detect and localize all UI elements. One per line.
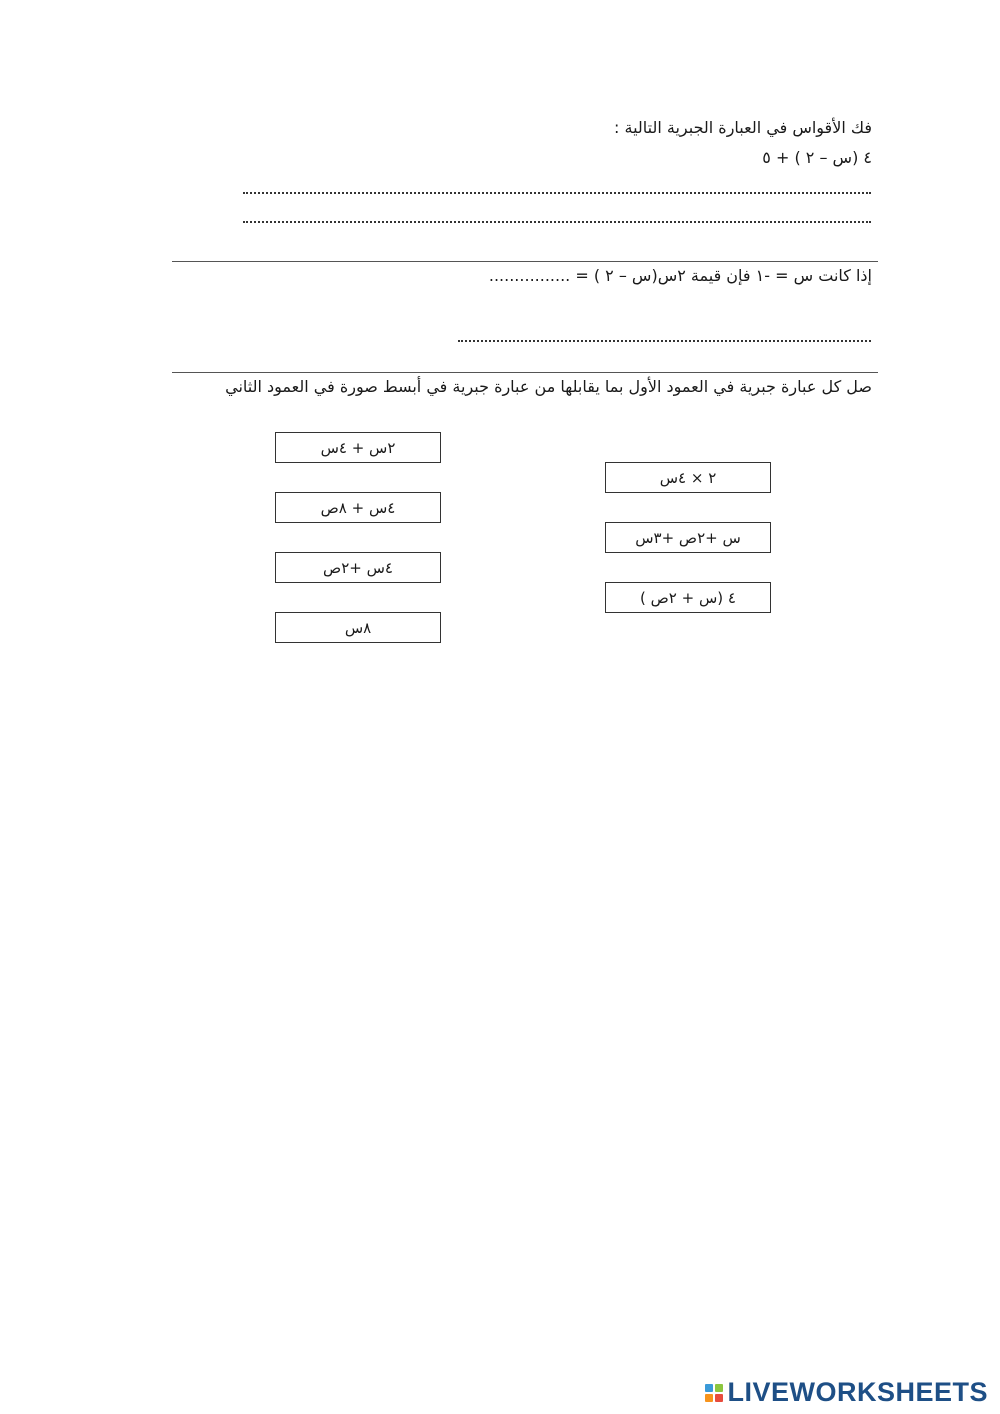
match-box-a[interactable]: ٤ (س + ٢ص ) bbox=[605, 582, 771, 613]
logo-square bbox=[705, 1394, 713, 1402]
question1-expression: ٤ (س – ٢ ) + ٥ bbox=[762, 148, 872, 167]
section-divider bbox=[172, 261, 878, 262]
question3-instruction: صل كل عبارة جبرية في العمود الأول بما يقابلها من عبارة جبرية في أبسط صورة في العمود الثاني bbox=[225, 377, 872, 396]
logo-square bbox=[715, 1394, 723, 1402]
answer-line[interactable] bbox=[458, 340, 871, 342]
section-divider bbox=[172, 372, 878, 373]
logo-text: LIVEWORKSHEETS bbox=[727, 1377, 988, 1407]
answer-line[interactable] bbox=[243, 221, 871, 223]
match-box-b[interactable]: ٤س + ٨ص bbox=[275, 492, 441, 523]
logo-square bbox=[715, 1384, 723, 1392]
match-box-a[interactable]: ٢ × ٤س bbox=[605, 462, 771, 493]
match-box-b[interactable]: ٢س + ٤س bbox=[275, 432, 441, 463]
question2-text: إذا كانت س = -١ فإن قيمة ٢س(س – ٢ ) = ................ bbox=[488, 266, 872, 285]
answer-line[interactable] bbox=[243, 192, 871, 194]
question1-title: فك الأقواس في العبارة الجبرية التالية : bbox=[614, 118, 872, 137]
match-box-b[interactable]: ٤س +٢ص bbox=[275, 552, 441, 583]
match-box-b[interactable]: ٨س bbox=[275, 612, 441, 643]
liveworksheets-logo bbox=[705, 1377, 988, 1408]
match-box-a[interactable]: س +٢ص +٣س bbox=[605, 522, 771, 553]
logo-grid-icon bbox=[705, 1384, 723, 1402]
logo-square bbox=[705, 1384, 713, 1392]
